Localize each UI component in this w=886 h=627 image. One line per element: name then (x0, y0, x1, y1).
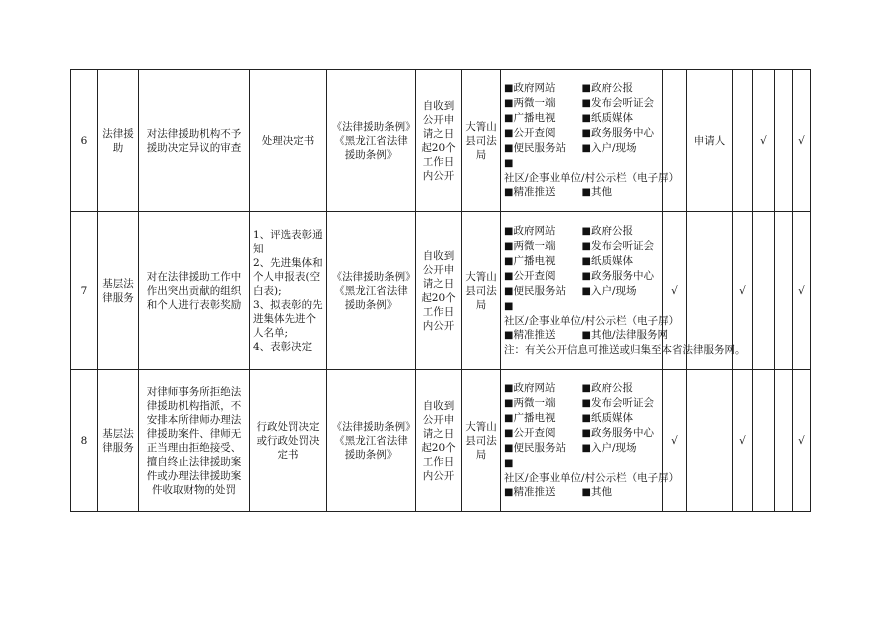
channel-label: 政务服务中心 (590, 270, 654, 282)
channel-label: 政务服务中心 (590, 127, 654, 139)
channel-item (504, 411, 582, 426)
item-cell: 对律师事务所拒绝法律援助机构指派，不安排本所律师办理法律援助案件、律师无正当理由拒绝接受、擅自终止法律援助案件或办理法律援助案件收取财物的处罚 (139, 370, 250, 512)
subject-cell: 大箐山县司法局 (462, 212, 501, 370)
subject-cell: 大箐山县司法局 (462, 70, 501, 212)
channel-item (504, 284, 582, 299)
table-row (71, 70, 811, 212)
channel-item (582, 328, 668, 343)
channel-item (504, 441, 582, 456)
channel-item (504, 299, 680, 328)
channel-item (582, 426, 660, 441)
channel-item (504, 141, 582, 156)
channel-item (504, 381, 582, 396)
channel-label: 广播电视 (513, 255, 556, 267)
channel-item (582, 81, 660, 96)
channel-label: 社区/企事业单位/村公示栏（电子屏） (504, 172, 680, 184)
channel-item (582, 441, 660, 456)
channel-label: 政府公报 (590, 225, 633, 237)
channel-label: 入户/现场 (590, 142, 637, 154)
channel-item (582, 381, 660, 396)
document-line: 4、表彰决定 (253, 340, 313, 353)
channel-label: 精准推送 (513, 186, 556, 198)
county-level-check (775, 212, 793, 370)
channel-item (504, 239, 582, 254)
apply-disclosure-check (753, 370, 775, 512)
channel-label: 两微一端 (513, 97, 556, 109)
table-row (71, 370, 811, 512)
channel-label: 便民服务站 (513, 142, 566, 154)
channel-label: 政务服务中心 (590, 427, 654, 439)
row-number: 6 (71, 70, 98, 212)
channel-label: 其他 (590, 486, 612, 498)
channel-label: 广播电视 (513, 112, 556, 124)
channel-list (504, 81, 680, 200)
category-cell: 基层法律服务 (98, 370, 139, 512)
channel-label: 广播电视 (513, 412, 556, 424)
channel-item (504, 426, 582, 441)
channel-label: 精准推送 (513, 329, 556, 341)
category-cell: 法律援助 (98, 70, 139, 212)
channel-item (504, 126, 582, 141)
active-disclosure-check: √ (733, 370, 753, 512)
channel-label: 发布会听证会 (590, 97, 654, 109)
apply-disclosure-check: √ (753, 70, 775, 212)
channel-item (582, 396, 660, 411)
basis-cell: 《法律援助条例》《黑龙江省法律援助条例》 (327, 212, 416, 370)
all-public-check: √ (663, 370, 687, 512)
channel-item (504, 185, 582, 200)
channel-item (504, 456, 680, 485)
channel-item (582, 411, 660, 426)
channel-label: 纸质媒体 (590, 412, 633, 424)
channels-cell (501, 70, 680, 212)
document-line: 2、先进集体和个人申报表(空白表); (253, 256, 323, 297)
active-disclosure-check (733, 70, 753, 212)
channel-item (504, 224, 582, 239)
basis-cell: 《法律援助条例》《黑龙江省法律援助条例》 (327, 370, 416, 512)
town-level-check: √ (793, 70, 811, 212)
time-cell: 自收到公开申请之日起20个工作日内公开 (416, 370, 462, 512)
channel-item (504, 81, 582, 96)
channel-item (504, 328, 582, 343)
channel-label: 纸质媒体 (590, 255, 633, 267)
channel-item (582, 239, 660, 254)
time-cell: 自收到公开申请之日起20个工作日内公开 (416, 212, 462, 370)
channel-item (504, 111, 582, 126)
category-cell: 基层法律服务 (98, 212, 139, 370)
channel-label: 精准推送 (513, 486, 556, 498)
row-number: 8 (71, 370, 98, 512)
channel-label: 政府公报 (590, 82, 633, 94)
document-cell: 行政处罚决定或行政处罚决定书 (250, 370, 327, 512)
channel-label: 政府网站 (513, 82, 556, 94)
channel-label: 其他 (590, 186, 612, 198)
channel-item (504, 96, 582, 111)
town-level-check: √ (793, 370, 811, 512)
channels-cell (501, 370, 680, 512)
channel-label: 入户/现场 (590, 442, 637, 454)
channels-cell (501, 212, 746, 370)
channel-label: 公开查阅 (513, 427, 556, 439)
channel-label: 便民服务站 (513, 285, 566, 297)
channel-item (582, 141, 660, 156)
channel-note: 注：有关公开信息可推送或归集至本省法律服务网。 (504, 344, 746, 356)
channel-label: 政府公报 (590, 382, 633, 394)
town-level-check: √ (793, 212, 811, 370)
document-line: 3、拟表彰的先进集体先进个人名单; (253, 298, 323, 339)
all-public-check (663, 70, 687, 212)
channel-label: 纸质媒体 (590, 112, 633, 124)
channel-item (504, 396, 582, 411)
row-number: 7 (71, 212, 98, 370)
item-cell: 对在法律援助工作中作出突出贡献的组织和个人进行表彰奖励 (139, 212, 250, 370)
apply-disclosure-check (753, 212, 775, 370)
time-cell: 自收到公开申请之日起20个工作日内公开 (416, 70, 462, 212)
channel-item (582, 485, 660, 500)
county-level-check (775, 70, 793, 212)
county-level-check (775, 370, 793, 512)
channel-item (582, 224, 660, 239)
channel-item (582, 185, 660, 200)
channel-label: 政府网站 (513, 225, 556, 237)
channel-label: 其他/法律服务网 (590, 329, 668, 341)
channel-list (504, 381, 680, 500)
channel-label: 两微一端 (513, 397, 556, 409)
channel-item (504, 485, 582, 500)
channel-label: 发布会听证会 (590, 397, 654, 409)
subject-cell: 大箐山县司法局 (462, 370, 501, 512)
channel-item (582, 284, 660, 299)
channel-label: 公开查阅 (513, 127, 556, 139)
channel-item (504, 156, 680, 185)
specific-group-cell (687, 370, 733, 512)
active-disclosure-check: √ (733, 212, 753, 370)
channel-item (582, 126, 660, 141)
document-cell: 处理决定书 (250, 70, 327, 212)
table-row (71, 212, 811, 370)
channel-list (504, 224, 746, 357)
channel-label: 入户/现场 (590, 285, 637, 297)
channel-item (582, 269, 660, 284)
channel-item (582, 254, 660, 269)
channel-item (504, 269, 582, 284)
basis-cell: 《法律援助条例》《黑龙江省法律援助条例》 (327, 70, 416, 212)
channel-item (582, 111, 660, 126)
specific-group-cell: 申请人 (687, 70, 733, 212)
item-cell: 对法律援助机构不予援助决定异议的审查 (139, 70, 250, 212)
channel-label: 社区/企事业单位/村公示栏（电子屏） (504, 315, 680, 327)
document-line: 1、评选表彰通知 (253, 228, 323, 255)
channel-label: 便民服务站 (513, 442, 566, 454)
channel-item (582, 96, 660, 111)
document-cell (250, 212, 327, 370)
channel-item (504, 254, 582, 269)
disclosure-table (70, 69, 811, 512)
channel-label: 发布会听证会 (590, 240, 654, 252)
channel-label: 公开查阅 (513, 270, 556, 282)
channel-label: 两微一端 (513, 240, 556, 252)
all-public-check: √ (663, 212, 687, 370)
channel-label: 政府网站 (513, 382, 556, 394)
channel-label: 社区/企事业单位/村公示栏（电子屏） (504, 472, 680, 484)
